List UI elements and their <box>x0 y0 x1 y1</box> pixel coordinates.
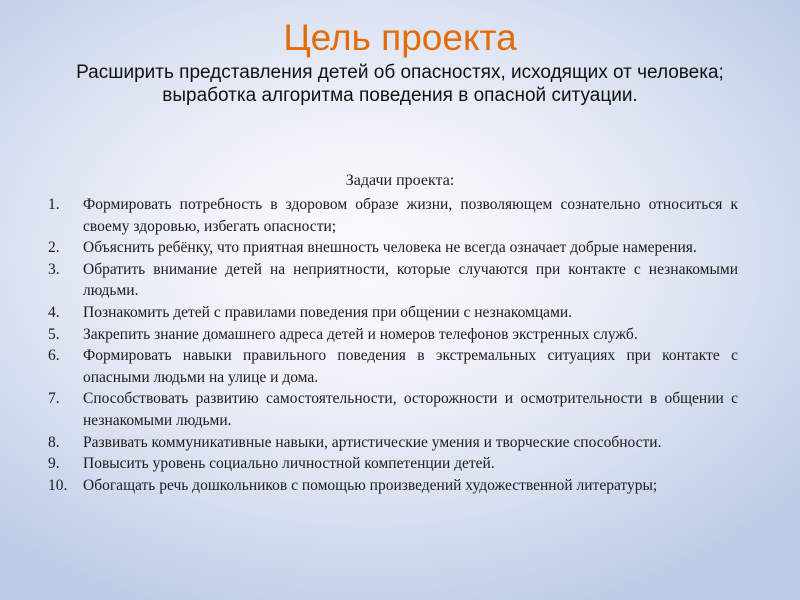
task-number: 8. <box>48 433 60 451</box>
task-number: 7. <box>48 390 60 408</box>
task-item <box>48 345 738 388</box>
project-goal <box>30 61 770 107</box>
task-number: 1. <box>48 196 60 213</box>
task-item <box>48 302 738 324</box>
task-text: Закрепить знание домашнего адреса детей и номеров телефонов экстренных служб. <box>83 325 638 343</box>
task-text: Развивать коммуникативные навыки, артистические умения и творческие способности. <box>83 433 662 451</box>
task-text: Формировать потребность в здоровом образе жизни, позволяющем сознательно относиться к своему здоровью, избегать опасности; <box>83 196 738 235</box>
slide-title: Цель проекта <box>283 17 517 58</box>
task-item <box>48 475 738 497</box>
task-text: Познакомить детей с правилами поведения при общении с незнакомцами. <box>83 303 573 321</box>
task-text: Формировать навыки правильного поведения в экстремальных ситуациях при контакте с опасными людьми на улице и дома. <box>83 347 738 386</box>
task-number: 6. <box>48 347 60 365</box>
goal-line: Расширить представления детей об опасностях, исходящих от человека; <box>76 62 724 83</box>
task-number: 2. <box>48 239 60 257</box>
task-text: Обогащать речь дошкольников с помощью произведений художественной литературы; <box>83 476 658 494</box>
task-text: Объяснить ребёнку, что приятная внешность человека не всегда означает добрые намерения. <box>83 239 697 257</box>
task-number: 5. <box>48 325 60 343</box>
task-number: 10. <box>48 476 68 494</box>
task-number: 9. <box>48 455 60 473</box>
task-item <box>48 453 738 475</box>
task-item <box>48 259 738 302</box>
task-item <box>48 432 738 454</box>
tasks-list <box>48 194 738 496</box>
goal-line: выработка алгоритма поведения в опасной ситуации. <box>162 85 638 106</box>
tasks-heading: Задачи проекта: <box>345 172 455 189</box>
task-item <box>48 388 738 431</box>
task-text: Обратить внимание детей на неприятности, которые случаются при контакте с незнакомыми людьми. <box>83 260 738 300</box>
task-text: Повысить уровень социально личностной компетенции детей. <box>83 455 495 473</box>
task-number: 4. <box>48 303 60 321</box>
task-item <box>48 194 738 237</box>
task-number: 3. <box>48 260 60 278</box>
task-item <box>48 237 738 259</box>
task-item <box>48 324 738 346</box>
task-text: Способствовать развитию самостоятельности, осторожности и осмотрительности в общении с незнакомыми людьми. <box>83 390 738 429</box>
